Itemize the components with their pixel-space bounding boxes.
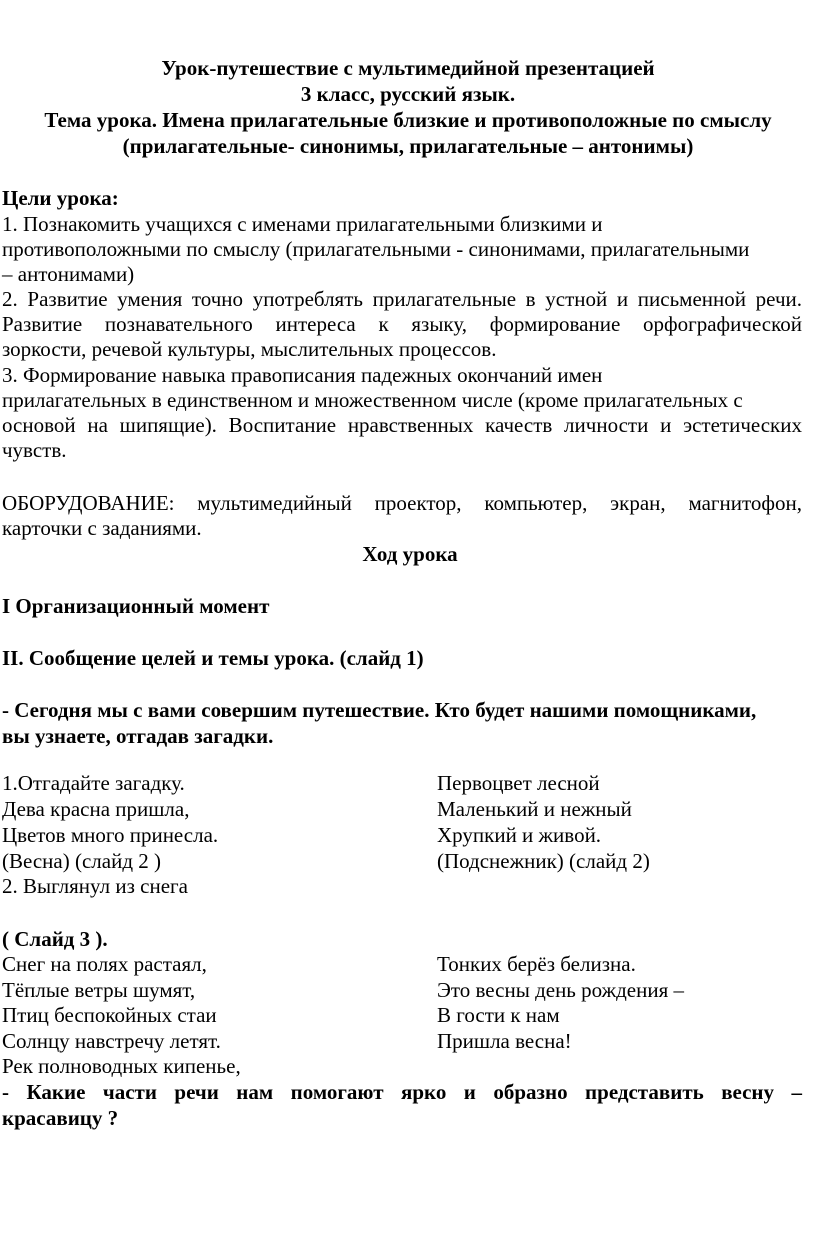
goal-3-line-1: 3. Формирование навыка правописания падежных окончаний имен [2, 363, 603, 387]
riddle-left-line: (Весна) (слайд 2 ) [2, 849, 161, 873]
riddle-right-line: Хрупкий и живой. [437, 823, 602, 847]
poem-right-line: В гости к нам [437, 1003, 560, 1027]
goal-3-line-3: основой на шипящие). Воспитание нравственных качеств личности и эстетических [2, 413, 802, 437]
goals-title: Цели урока: [2, 186, 119, 210]
goal-3-line-2: прилагательных в единственном и множественном числе (кроме прилагательных с [2, 388, 743, 412]
goal-3-line-4: чувств. [2, 438, 67, 462]
riddle-right-line: (Подснежник) (слайд 2) [437, 849, 650, 873]
goal-2-line-3: зоркости, речевой культуры, мыслительных процессов. [2, 337, 497, 361]
poem-left-line: Птиц беспокойных стаи [2, 1003, 217, 1027]
equipment-line-1: ОБОРУДОВАНИЕ: мультимедийный проектор, компьютер, экран, магнитофон, [2, 491, 802, 515]
poem-right-line: Это весны день рождения – [437, 978, 685, 1002]
riddle-left-line: 1.Отгадайте загадку. [2, 771, 185, 795]
intro-line-1: - Сегодня мы с вами совершим путешествие. Кто будет нашими помощниками, [2, 698, 757, 722]
goal-2-line-2: Развитие познавательного интереса к языку, формирование орфографической [2, 312, 802, 336]
lesson-flow-title: Ход урока [362, 542, 458, 566]
slide-3-title: ( Слайд 3 ). [2, 927, 108, 951]
poem-left-line: Солнцу навстречу летят. [2, 1029, 221, 1053]
goal-1-line-2: противоположными по смыслу (прилагательными - синонимами, прилагательными [2, 237, 750, 261]
goal-1-line-3: – антонимами) [2, 262, 135, 286]
lesson-heading: Урок-путешествие с мультимедийной презентацией [161, 56, 655, 80]
equipment-line-2: карточки с заданиями. [2, 516, 202, 540]
goal-1-line-1: 1. Познакомить учащихся с именами прилагательными близкими и [2, 212, 603, 236]
riddle-left-line: 2. Выглянул из снега [2, 874, 188, 898]
goal-2-line-1: 2. Развитие умения точно употреблять прилагательные в устной и письменной речи. [2, 287, 802, 311]
section-1-heading: I Организационный момент [2, 594, 270, 618]
riddle-left-line: Дева красна пришла, [2, 797, 190, 821]
poem-right-line: Пришла весна! [437, 1029, 572, 1053]
poem-left-line: Рек полноводных кипенье, [2, 1054, 241, 1078]
topic-line-2: (прилагательные- синонимы, прилагательные – антонимы) [122, 134, 694, 158]
question-line-2: красавицу ? [2, 1106, 119, 1130]
poem-left-line: Тёплые ветры шумят, [2, 978, 196, 1002]
section-2-heading: II. Сообщение целей и темы урока. (слайд 1) [2, 646, 424, 670]
poem-right-line: Тонких берёз белизна. [437, 952, 636, 976]
grade-subject: 3 класс, русский язык. [300, 82, 516, 106]
riddle-left-line: Цветов много принесла. [2, 823, 219, 847]
poem-left-line: Снег на полях растаял, [2, 952, 207, 976]
riddle-right-line: Первоцвет лесной [437, 771, 600, 795]
topic-line-1: Тема урока. Имена прилагательные близкие и противоположные по смыслу [44, 108, 772, 132]
intro-line-2: вы узнаете, отгадав загадки. [2, 724, 274, 748]
question-line-1: - Какие части речи нам помогают ярко и образно представить весну – [2, 1080, 802, 1104]
riddle-right-line: Маленький и нежный [437, 797, 632, 821]
